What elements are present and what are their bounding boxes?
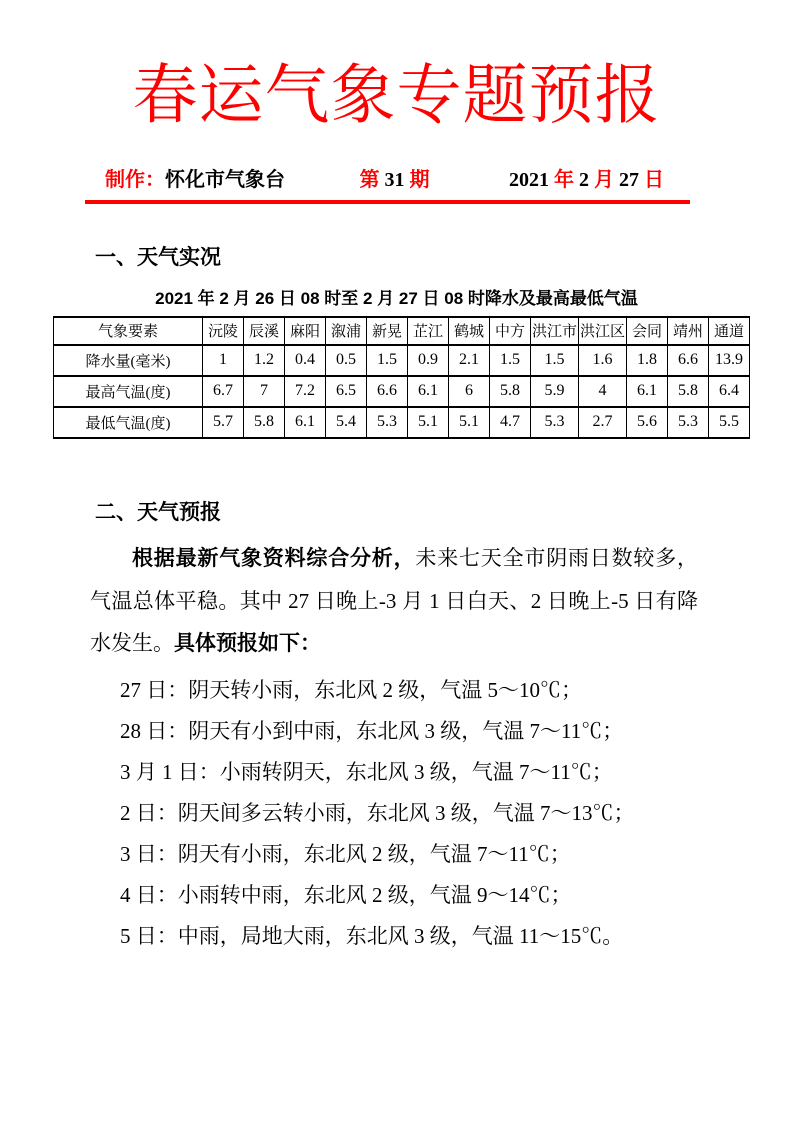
section2-heading: 二、天气预报 [95, 500, 221, 524]
date-year-unit: 年 [554, 168, 574, 191]
row-label: 最低气温(度) [54, 407, 203, 438]
issue-value: 31 [384, 168, 405, 191]
table-cell: 2.7 [579, 407, 627, 438]
table-cell: 6.6 [367, 376, 408, 407]
table-header-cell: 中方 [490, 317, 531, 345]
daily-forecast-line: 3 日：阴天有小雨，东北风 2 级，气温 7～11℃； [120, 841, 571, 866]
table-cell: 5.3 [668, 407, 709, 438]
producer-label: 制作： [105, 168, 165, 191]
table-cell: 6.1 [627, 376, 668, 407]
date-year: 2021 [509, 168, 549, 191]
table-cell: 1.5 [531, 345, 579, 376]
table-header-cell: 气象要素 [54, 317, 203, 345]
table-cell: 6.1 [285, 407, 326, 438]
table-row-max-temp [54, 376, 750, 407]
table-cell: 1 [203, 345, 244, 376]
date-month-unit: 月 [594, 168, 614, 191]
table-cell: 0.4 [285, 345, 326, 376]
header-divider-rule [85, 200, 690, 204]
forecast-summary-paragraph [90, 537, 698, 665]
daily-forecast-line: 5 日：中雨，局地大雨，东北风 3 级，气温 11～15℃。 [120, 923, 624, 948]
table-cell: 5.8 [668, 376, 709, 407]
table-cell: 1.5 [367, 345, 408, 376]
table-cell: 6.6 [668, 345, 709, 376]
date-day-unit: 日 [644, 168, 664, 191]
table-header-cell: 洪江区 [579, 317, 627, 345]
table-cell: 5.7 [203, 407, 244, 438]
producer [105, 163, 285, 192]
table-cell: 5.8 [490, 376, 531, 407]
table-cell: 1.8 [627, 345, 668, 376]
daily-forecast-line: 27 日：阴天转小雨，东北风 2 级，气温 5～10℃； [120, 677, 582, 702]
producer-name: 怀化市气象台 [165, 168, 285, 191]
table-header-cell: 新晃 [367, 317, 408, 345]
table-header-cell: 芷江 [408, 317, 449, 345]
table-cell: 5.6 [627, 407, 668, 438]
daily-forecast-line: 2 日：阴天间多云转小雨，东北风 3 级，气温 7～13℃； [120, 800, 635, 825]
table-cell: 5.5 [709, 407, 750, 438]
table-header-cell: 靖州 [668, 317, 709, 345]
forecast-summary-body: 未来七天全市阴雨日数较多，气温总体平稳。其中 27 日晚上-3 月 1 日白天、2 日晚上-5 日有降水发生。 [90, 545, 699, 655]
table-header-cell: 通道 [709, 317, 750, 345]
table-header-cell: 沅陵 [203, 317, 244, 345]
table-cell: 6.1 [408, 376, 449, 407]
document-title: 春运气象专题预报 [132, 60, 661, 132]
daily-forecast-line: 28 日：阴天有小到中雨，东北风 3 级，气温 7～11℃； [120, 718, 624, 743]
table-cell: 1.2 [244, 345, 285, 376]
table-header-cell: 麻阳 [285, 317, 326, 345]
forecast-summary-lead: 根据最新气象资料综合分析， [132, 546, 416, 570]
forecast-summary-tail: 具体预报如下： [174, 631, 321, 655]
table-header-cell: 鹤城 [449, 317, 490, 345]
table-header-cell: 洪江市 [531, 317, 579, 345]
table-header-cell: 溆浦 [326, 317, 367, 345]
table-cell: 5.1 [449, 407, 490, 438]
table-cell: 5.3 [367, 407, 408, 438]
table-cell: 4 [579, 376, 627, 407]
table-header-row [54, 317, 750, 345]
table-cell: 6.4 [709, 376, 750, 407]
table-cell: 4.7 [490, 407, 531, 438]
table-cell: 7.2 [285, 376, 326, 407]
weather-table-caption: 2021 年 2 月 26 日 08 时至 2 月 27 日 08 时降水及最高最低气温 [155, 288, 638, 308]
issue-prefix: 第 [359, 168, 380, 191]
daily-forecast-line: 3 月 1 日：小雨转阴天，东北风 3 级，气温 7～11℃； [120, 759, 613, 784]
daily-forecast-line: 4 日：小雨转中雨，东北风 2 级，气温 9～14℃； [120, 882, 572, 907]
row-label: 降水量(毫米) [54, 345, 203, 376]
daily-forecast-list [90, 670, 698, 957]
table-row-min-temp [54, 407, 750, 438]
row-label: 最高气温(度) [54, 376, 203, 407]
section1-heading: 一、天气实况 [95, 245, 221, 269]
table-cell: 0.5 [326, 345, 367, 376]
issue-suffix: 期 [409, 168, 430, 191]
document-meta-row [90, 163, 698, 192]
table-cell: 6.7 [203, 376, 244, 407]
table-cell: 6.5 [326, 376, 367, 407]
table-cell: 13.9 [709, 345, 750, 376]
table-header-cell: 会同 [627, 317, 668, 345]
table-cell: 5.9 [531, 376, 579, 407]
table-cell: 0.9 [408, 345, 449, 376]
table-row-precipitation [54, 345, 750, 376]
issue-number [360, 163, 430, 192]
table-cell: 5.8 [244, 407, 285, 438]
table-cell: 1.6 [579, 345, 627, 376]
weather-table [53, 316, 750, 439]
table-cell: 2.1 [449, 345, 490, 376]
table-cell: 5.4 [326, 407, 367, 438]
table-header-cell: 辰溪 [244, 317, 285, 345]
date-month: 2 [579, 168, 589, 191]
table-cell: 5.1 [408, 407, 449, 438]
date-day: 27 [619, 168, 639, 191]
table-cell: 6 [449, 376, 490, 407]
table-cell: 7 [244, 376, 285, 407]
issue-date [504, 163, 664, 192]
table-cell: 1.5 [490, 345, 531, 376]
table-cell: 5.3 [531, 407, 579, 438]
